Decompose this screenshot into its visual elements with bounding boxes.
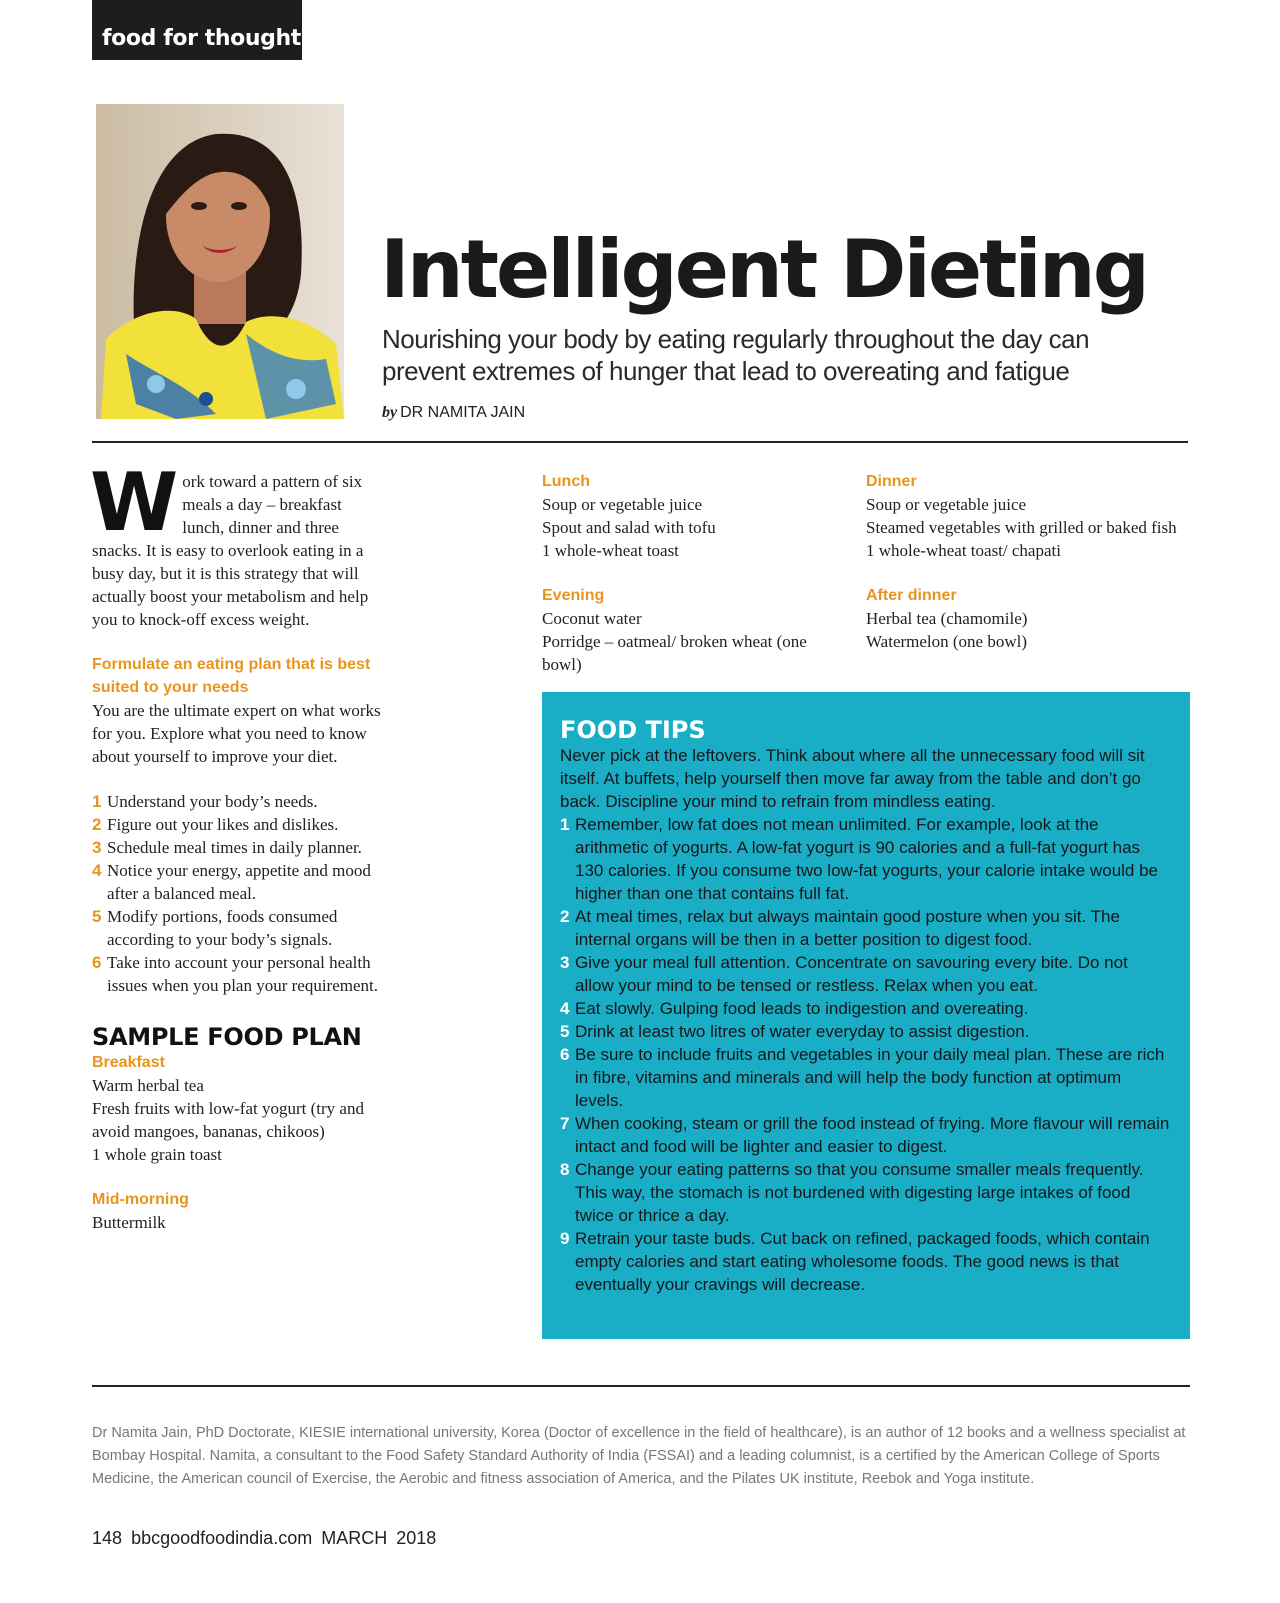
list-item — [560, 905, 1170, 951]
food-tips-list — [560, 813, 1170, 1296]
step-text: Figure out your likes and dislikes. — [107, 815, 339, 834]
divider-bottom — [92, 1385, 1190, 1387]
left-column — [90, 456, 384, 1234]
list-item — [560, 813, 1170, 905]
section-tag: food for thought — [92, 0, 302, 60]
list-item — [560, 1112, 1170, 1158]
tip-number: 9 — [560, 1229, 570, 1248]
lunch-item: 1 whole-wheat toast — [542, 541, 679, 560]
breakfast-item: Fresh fruits with low-fat yogurt (try and avoid mangoes, bananas, chikoos) — [92, 1099, 364, 1141]
tip-text: Change your eating patterns so that you consume smaller meals frequently. This way, the stomach is not burdened with digesting large intakes of food twice or thrice a day. — [575, 1160, 1144, 1225]
step-text: Notice your energy, appetite and mood after a balanced meal. — [107, 861, 371, 903]
dinner-item: Soup or vegetable juice — [866, 495, 1027, 514]
footer-site: bbcgoodfoodindia.com — [131, 1528, 313, 1548]
steps-list — [92, 790, 384, 997]
tip-text: At meal times, relax but always maintain good posture when you sit. The internal organs will be then in a better position to digest food. — [575, 907, 1120, 949]
list-item — [92, 836, 384, 859]
middle-column — [542, 470, 842, 676]
author-bio: Dr Namita Jain, PhD Doctorate, KIESIE international university, Korea (Doctor of excellence in the field of healthcare), is an author of 12 books and a wellness specialist at Bombay Hospital. Namita, a consultant to the Food Safety Standard Authority of India (FSSAI) and a leading columnist, is a certified by the American College of Sports Medicine, the American council of Exercise, the Aerobic and fitness association of America, and the Pilates UK institute, Reebok and Yoga institute. — [92, 1424, 1186, 1487]
tip-text: Remember, low fat does not mean unlimited. For example, look at the arithmetic of yogurts. A low-fat yogurt is 90 calories and a full-fat yogurt has 130 calories. If you consume two low-fat yogurts, your calorie intake would be higher than one that contains full fat. — [575, 815, 1159, 903]
list-item — [92, 813, 384, 836]
lunch-label: Lunch — [542, 473, 590, 490]
midmorning-label: Mid-morning — [92, 1191, 189, 1208]
list-item — [560, 997, 1170, 1020]
tip-text: Be sure to include fruits and vegetables in your daily meal plan. These are rich in fibre, vitamins and minerals and will help the body function at optimum levels. — [575, 1045, 1165, 1110]
dinner-item: Steamed vegetables with grilled or baked fish — [866, 518, 1177, 537]
list-item — [92, 790, 384, 813]
evening-item: Coconut water — [542, 609, 642, 628]
list-item — [92, 951, 384, 997]
intro-text: ork toward a pattern of six meals a day – breakfast lunch, dinner and three snacks. It is easy to overlook eating in a busy day, but it is this strategy that will actually boost your metabolism and help you to knock-off excess weight. — [92, 472, 369, 629]
list-item — [92, 905, 384, 951]
step-number: 1 — [92, 792, 102, 811]
tip-text: Drink at least two litres of water everyday to assist digestion. — [575, 1022, 1030, 1041]
page-footer — [92, 1528, 436, 1549]
right-column — [866, 470, 1186, 653]
after-dinner-item: Watermelon (one bowl) — [866, 632, 1028, 651]
tip-number: 2 — [560, 907, 570, 926]
byline-author: DR NAMITA JAIN — [400, 404, 526, 421]
article-headline: Intelligent Dieting — [380, 223, 1148, 316]
tip-number: 5 — [560, 1022, 570, 1041]
tip-number: 6 — [560, 1045, 570, 1064]
step-number: 6 — [92, 953, 102, 972]
formulate-text: You are the ultimate expert on what works for you. Explore what you need to know about yourself to improve your diet. — [92, 701, 381, 766]
step-number: 3 — [92, 838, 102, 857]
divider-top — [92, 441, 1188, 443]
author-portrait — [96, 104, 344, 419]
step-number: 5 — [92, 907, 102, 926]
lunch-item: Soup or vegetable juice — [542, 495, 703, 514]
article-byline — [382, 404, 525, 422]
dinner-label: Dinner — [866, 473, 917, 490]
list-item — [92, 859, 384, 905]
step-number: 2 — [92, 815, 102, 834]
tip-text: Retrain your taste buds. Cut back on refined, packaged foods, which contain empty calories and start eating wholesome foods. The good news is that eventually your cravings will decrease. — [575, 1229, 1150, 1294]
tip-text: When cooking, steam or grill the food instead of frying. More flavour will remain intact and food will be lighter and easier to digest. — [575, 1114, 1170, 1156]
article-standfirst: Nourishing your body by eating regularly throughout the day can prevent extremes of hunger that lead to overeating and fatigue — [382, 324, 1090, 386]
step-text: Modify portions, foods consumed according to your body’s signals. — [107, 907, 338, 949]
midmorning-item: Buttermilk — [92, 1213, 166, 1232]
after-dinner-label: After dinner — [866, 587, 957, 604]
sample-plan-heading: SAMPLE FOOD PLAN — [92, 1023, 362, 1051]
food-tips-box — [542, 692, 1190, 1339]
byline-prefix: by — [382, 404, 398, 421]
breakfast-label: Breakfast — [92, 1054, 165, 1071]
intro-paragraph — [90, 456, 384, 631]
breakfast-item: 1 whole grain toast — [92, 1145, 222, 1164]
tip-number: 3 — [560, 953, 570, 972]
food-tips-intro: Never pick at the leftovers. Think about where all the unnecessary food will sit itself. At buffets, help yourself then move far away from the table and don’t go back. Discipline your mind to refrain from mindless eating. — [560, 746, 1145, 811]
list-item — [560, 1043, 1170, 1112]
formulate-heading: Formulate an eating plan that is best suited to your needs — [92, 656, 371, 696]
tip-text: Eat slowly. Gulping food leads to indigestion and overeating. — [575, 999, 1029, 1018]
tip-text: Give your meal full attention. Concentrate on savouring every bite. Do not allow your mind to be tensed or restless. Relax when you eat. — [575, 953, 1128, 995]
tip-number: 8 — [560, 1160, 570, 1179]
breakfast-item: Warm herbal tea — [92, 1076, 204, 1095]
tip-number: 1 — [560, 815, 570, 834]
lunch-item: Spout and salad with tofu — [542, 518, 716, 537]
step-text: Understand your body’s needs. — [107, 792, 318, 811]
step-number: 4 — [92, 861, 102, 880]
list-item — [560, 1158, 1170, 1227]
food-tips-title: FOOD TIPS — [560, 716, 706, 744]
step-text: Take into account your personal health issues when you plan your requirement. — [107, 953, 378, 995]
evening-item: Porridge – oatmeal/ broken wheat (one bowl) — [542, 632, 807, 674]
step-text: Schedule meal times in daily planner. — [107, 838, 362, 857]
dinner-item: 1 whole-wheat toast/ chapati — [866, 541, 1061, 560]
list-item — [560, 951, 1170, 997]
list-item — [560, 1020, 1170, 1043]
list-item — [560, 1227, 1170, 1296]
tip-number: 7 — [560, 1114, 570, 1133]
after-dinner-item: Herbal tea (chamomile) — [866, 609, 1028, 628]
author-portrait-photo — [96, 104, 344, 419]
drop-cap: W — [90, 456, 179, 549]
footer-issue: MARCH 2018 — [321, 1528, 437, 1548]
page-number: 148 — [92, 1528, 123, 1548]
tip-number: 4 — [560, 999, 570, 1018]
evening-label: Evening — [542, 587, 605, 604]
